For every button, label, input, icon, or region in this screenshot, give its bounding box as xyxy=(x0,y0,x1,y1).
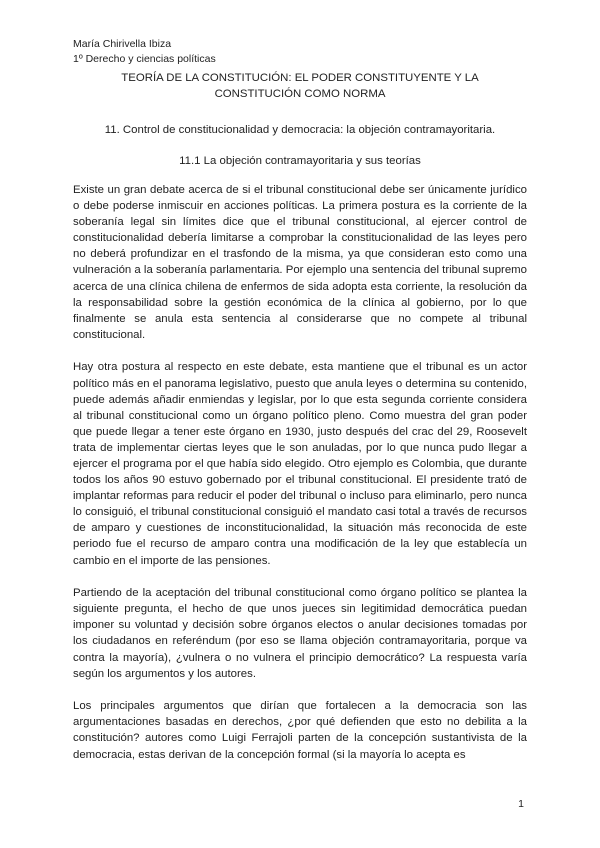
author-name: María Chirivella Ibiza xyxy=(73,38,172,50)
body-text xyxy=(73,182,527,779)
paragraph: Los principales argumentos que dirían que fortalecen a la democracia son las argumentaciones basadas en derechos, ¿por qué defienden que esto no debilita a la constitución? autores como Luigi Ferrajoli parten de la concepción sustantivista de la democracia, estas derivan de la concepción formal (si la mayoría lo acepta es xyxy=(73,700,527,761)
course-name: 1º Derecho y ciencias políticas xyxy=(73,53,216,65)
paragraph: Hay otra postura al respecto en este debate, esta mantiene que el tribunal es un actor político más en el panorama legislativo, puesto que anula leyes o determina su contenido, puede además añadir enmiendas y legislar, por lo que esta segunda corriente considera al tribunal constitucional como un órgano político pleno. Como muestra del gran poder que puede llegar a tener este órgano en 1930, justo después del crac del 29, Roosevelt trata de implementar ciertas leyes que le son anuladas, por lo que nunca pudo llegar a ejercer el programa por el que había sido elegido. Otro ejemplo es Colombia, que durante todos los años 90 estuvo gobernado por el tribunal constitucional. El presidente trató de implantar reformas para reducir el poder del tribunal o incluso para eliminarlo, pero nunca lo consiguió, el tribunal constitucional consiguió el mandato casi total a través de recursos de amparo y cuestiones de inconstitucionalidad, la situación más reconocida de este periodo fue el recurso de amparo contra una modificación de la ley que establecía un cambio en el importe de las pensiones. xyxy=(73,361,528,567)
page-header xyxy=(73,37,216,67)
paragraph: Partiendo de la aceptación del tribunal constitucional como órgano político se plantea la siguiente pregunta, el hecho de que unos jueces sin legitimidad democrática puedan imponer su voluntad y decisión sobre órganos electos o anular decisiones tomadas por los ciudadanos en referéndum (por eso se llama objeción contramayoritaria, porque va contra la mayoría), ¿vulnera o no vulnera el principio democrático? La respuesta varía según los argumentos y los autores. xyxy=(73,587,527,680)
paragraph: Existe un gran debate acerca de si el tribunal constitucional debe ser únicamente jurídico o debe poderse inmiscuir en acciones políticas. La primera postura es la corriente de la soberanía legal sin límites dice que el tribunal constitucional, al ejercer control de constitucionalidad debería limitarse a comprobar la constitucionalidad de las leyes pero no deberá profundizar en el trasfondo de la misma, ya que consideran esto como una vulneración a la soberanía parlamentaria. Por ejemplo una sentencia del tribunal supremo acerca de una clínica chilena de enfermos de sida adopta esta corriente, la resolución da la responsabilidad sobre la gestión económica de la clínica al gobierno, por lo que finalmente se anula esta sentencia al considerarse que no compete al tribunal constitucional. xyxy=(73,184,527,341)
document-title: TEORÍA DE LA CONSTITUCIÓN: EL PODER CONSTITUYENTE Y LA CONSTITUCIÓN COMO NORMA xyxy=(121,72,479,100)
page-number: 1 xyxy=(518,798,524,810)
subsection-heading: 11.1 La objeción contramayoritaria y sus teorías xyxy=(179,155,421,167)
section-heading: 11. Control de constitucionalidad y democracia: la objeción contramayoritaria. xyxy=(104,124,496,136)
